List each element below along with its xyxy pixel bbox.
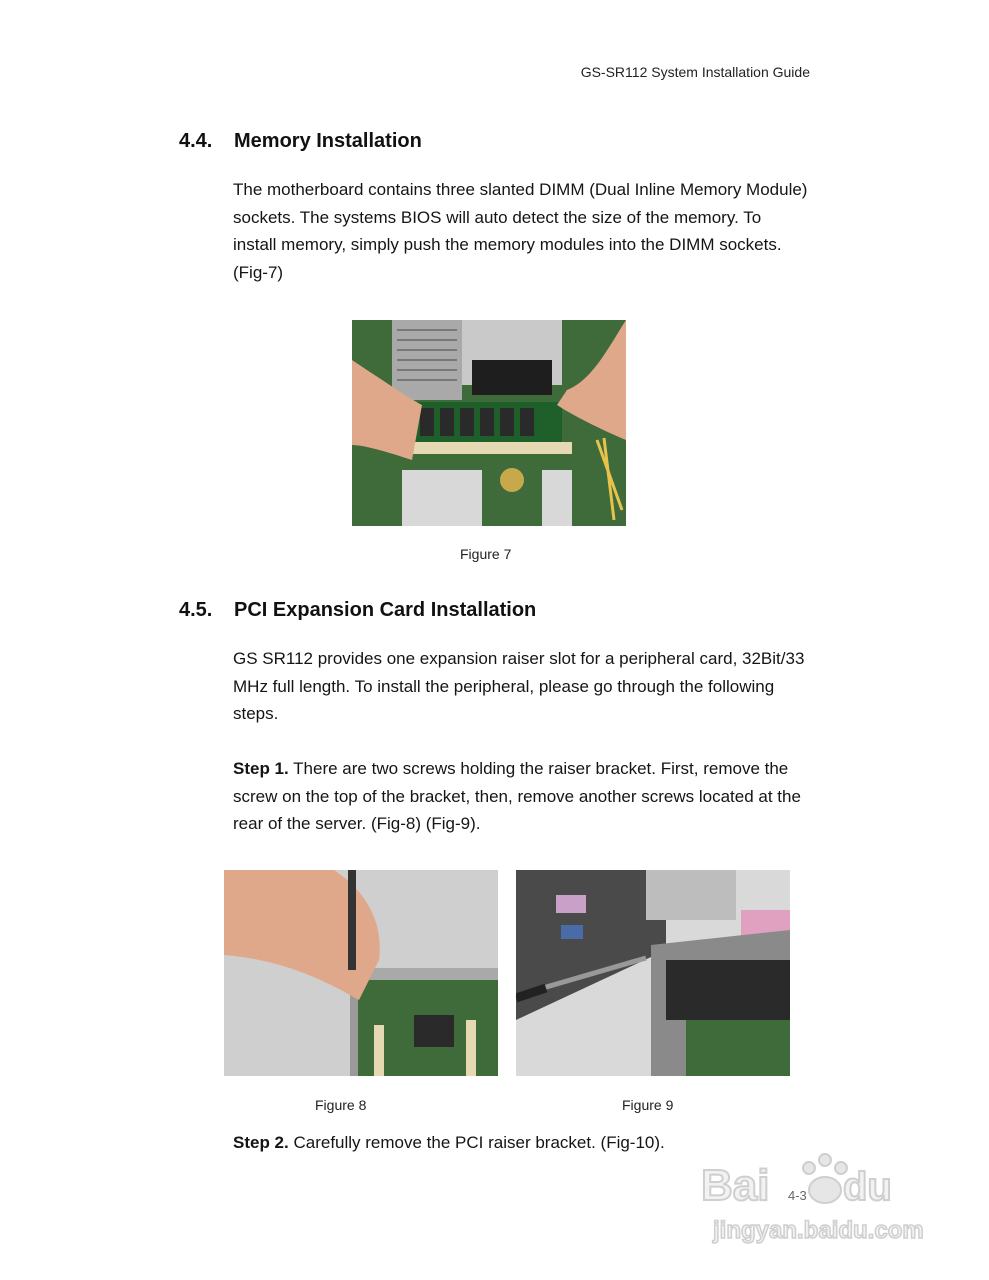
memory-paragraph: The motherboard contains three slanted DIMM (Dual Inline Memory Module) sockets. The systems BIOS will auto detect the size of the memory. To install memory, simply push the memory modules into the DIMM sockets. (Fig-7) <box>233 180 808 282</box>
svg-text:Bai: Bai <box>701 1161 770 1210</box>
figure-9-caption: Figure 9 <box>622 1097 674 1113</box>
step-2-label: Step 2. <box>233 1133 289 1152</box>
baidu-jingyan-watermark <box>699 1130 929 1250</box>
figure-8-photo <box>224 870 498 1076</box>
section-heading-4-4 <box>179 130 422 153</box>
step-1-label: Step 1. <box>233 759 289 778</box>
step-2-text: Carefully remove the PCI raiser bracket. (Fig-10). <box>288 1133 665 1152</box>
figure-7-photo <box>352 320 626 526</box>
step-1-text: There are two screws holding the raiser bracket. First, remove the screw on the top of the bracket, then, remove another screws located at the rear of the server. (Fig-8) (Fig-9). <box>233 759 801 833</box>
section-number: 4.4. <box>179 130 213 152</box>
pci-intro-paragraph: GS SR112 provides one expansion raiser slot for a peripheral card, 32Bit/33 MHz full length. To install the peripheral, please go through the following steps. <box>233 649 805 723</box>
section-heading-4-5 <box>179 599 536 622</box>
svg-text:jingyan.baidu.com: jingyan.baidu.com <box>713 1217 924 1244</box>
section-title: Memory Installation <box>234 130 422 152</box>
section-number: 4.5. <box>179 599 213 621</box>
step-1-paragraph <box>233 755 808 838</box>
section-title: PCI Expansion Card Installation <box>234 599 537 621</box>
svg-text:du: du <box>843 1165 892 1209</box>
figure-9-photo <box>516 870 790 1076</box>
figure-7-caption: Figure 7 <box>460 546 512 562</box>
figure-8-caption: Figure 8 <box>315 1097 367 1113</box>
running-header: GS-SR112 System Installation Guide <box>580 64 810 80</box>
page-number: 4-3 <box>788 1188 807 1203</box>
